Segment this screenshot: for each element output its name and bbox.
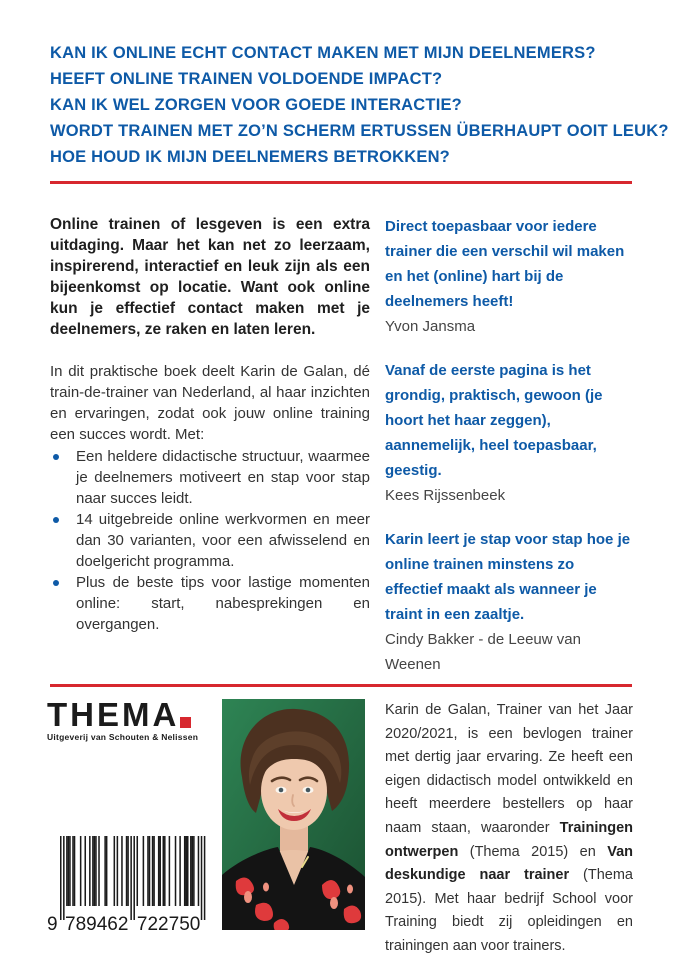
isbn-barcode xyxy=(47,836,207,933)
testimonial-author: Yvon Jansma xyxy=(385,318,476,335)
publisher-logo xyxy=(47,696,199,742)
intro-column xyxy=(50,214,370,635)
red-divider-bottom xyxy=(50,684,632,687)
bullet-text: 14 uitgebreide online werkvormen en meer dan 30 varianten, voor een afwisselend en doelgericht programma. xyxy=(76,511,370,570)
bullet-dot-icon xyxy=(53,580,59,586)
publisher-logo-square-icon xyxy=(180,717,191,728)
bullet-text: Een heldere didactische structuur, waarmee je deelnemers motiveert en stap voor stap naar succes leidt. xyxy=(76,448,370,507)
intro-paragraph-bold: Online trainen of lesgeven is een extra uitdaging. Maar het kan net zo leerzaam, inspirerend, interactief en leuk zijn als een bijeenkomst op locatie. Want ook online kun je effectief contact maken met je deelnemers, ze raken en laten leren. xyxy=(50,216,370,338)
author-photo xyxy=(222,699,365,930)
headline-questions xyxy=(50,40,669,170)
testimonial-author: Cindy Bakker - de Leeuw van Weenen xyxy=(385,631,581,673)
question-line: WORDT TRAINEN MET ZO’N SCHERM ERTUSSEN ÜBERHAUPT OOIT LEUK? xyxy=(50,122,669,140)
portrait-illustration xyxy=(222,699,365,930)
testimonial-column xyxy=(385,214,635,696)
testimonial-author: Kees Rijssenbeek xyxy=(385,487,506,504)
bullet-item xyxy=(50,572,370,635)
testimonial xyxy=(385,527,635,677)
svg-text:9: 9 xyxy=(47,914,58,933)
testimonial-quote: Karin leert je stap voor stap hoe je online trainen minstens zo effectief maakt als wanneer je traint in een zaaltje. xyxy=(385,531,631,623)
publisher-logo-text: THEMA xyxy=(47,696,180,733)
question-line: KAN IK WEL ZORGEN VOOR GOEDE INTERACTIE? xyxy=(50,96,462,114)
testimonial xyxy=(385,358,635,508)
bullet-text: Plus de beste tips voor lastige momenten online: start, nabesprekingen en overgangen. xyxy=(76,574,370,633)
question-line: HEEFT ONLINE TRAINEN VOLDOENDE IMPACT? xyxy=(50,70,443,88)
author-bio: Karin de Galan, Trainer van het Jaar 2020/2021, is een bevlogen trainer met dertig jaar ervaring. Ze heeft een eigen didactisch model ontwikkeld en heeft meerdere bestellers op haar naam staan, waaronder Trainingen ontwerpen (Thema 2015) en Van deskundige naar trainer (Thema 2015). Met haar bedrijf School voor Training biedt zij opleidingen en trainingen aan voor trainers. xyxy=(385,702,633,954)
bullet-item xyxy=(50,446,370,509)
testimonial xyxy=(385,214,635,339)
bullet-list xyxy=(50,446,370,635)
bullet-dot-icon xyxy=(53,517,59,523)
svg-text:789462: 789462 xyxy=(65,914,129,933)
question-line: HOE HOUD IK MIJN DEELNEMERS BETROKKEN? xyxy=(50,148,450,166)
testimonial-quote: Direct toepasbaar voor iedere trainer die een verschil wil maken en het (online) hart bij de deelnemers heeft! xyxy=(385,218,625,310)
question-line: KAN IK ONLINE ECHT CONTACT MAKEN MET MIJN DEELNEMERS? xyxy=(50,44,596,62)
intro-paragraph: In dit praktische boek deelt Karin de Galan, dé train-de-trainer van Nederland, al haar inzichten en ervaringen, zodat ook jouw online training een succes wordt. Met: xyxy=(50,363,370,443)
testimonial-quote: Vanaf de eerste pagina is het grondig, praktisch, gewoon (je hoort het haar zeggen), aannemelijk, heel toepasbaar, geestig. xyxy=(385,362,603,479)
bullet-item xyxy=(50,509,370,572)
publisher-tagline: Uitgeverij van Schouten & Nelissen xyxy=(47,732,199,742)
svg-text:722750: 722750 xyxy=(136,914,201,933)
red-divider-top xyxy=(50,181,632,184)
bullet-dot-icon xyxy=(53,454,59,460)
